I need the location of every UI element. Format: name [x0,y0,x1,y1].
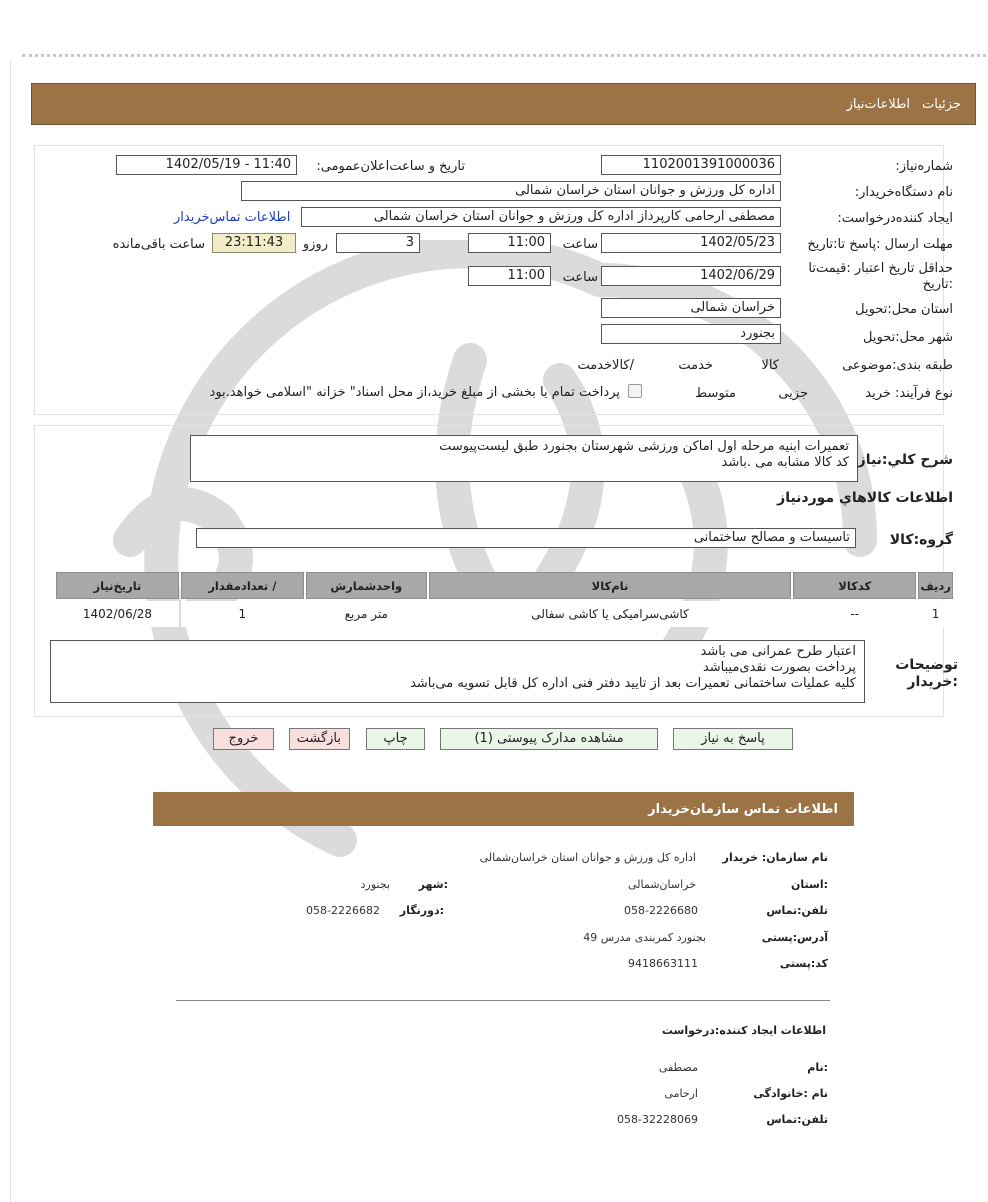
goods-table-header [56,572,953,599]
creator-field: مصطفی ارحامی کارپرداز اداره کل ورزش و جوانان استان خراسان شمالی [301,207,781,227]
province-field: خراسان شمالی [601,298,781,318]
summary-label: شرح کلي:نیاز [857,452,953,468]
process-option-medium: متوسط [695,386,736,401]
table-row [56,601,953,627]
reply-time-field: 11:00 [468,233,551,253]
col-row-number: ردیف [918,572,953,599]
need-number-field: 1102001391000036 [601,155,781,175]
summary-line-2: کد کالا مشابه می .باشد [721,455,849,470]
cell-goods-code: -- [793,601,916,627]
cell-quantity: 1 [181,601,304,627]
need-number-label: شماره‌نیاز: [895,159,953,174]
creator-family-value: ارحامی [664,1087,698,1100]
buyer-org-label: نام دستگاه‌خریدار: [854,185,953,200]
cell-goods-name: کاشی‌سرامیکی یا کاشی سفالی [429,601,792,627]
days-label: روزو [302,237,328,252]
days-field: 3 [336,233,420,253]
remaining-time-label: ساعت باقی‌مانده [112,237,205,252]
city-field: بجنورد [601,324,781,344]
contact-province-value: خراسان‌شمالی [627,878,696,891]
buyer-contact-link[interactable]: اطلاعات تماس‌خریدار [174,210,291,225]
page-left-border [10,60,11,1202]
contact-separator [176,1000,830,1001]
col-unit: واحدشمارش [306,572,427,599]
col-goods-name: نام‌کالا [429,572,792,599]
buyer-contact-header [153,792,854,826]
goods-info-title: اطلاعات کالاهاي موردنیاز [777,490,953,506]
summary-line-1: تعمیرات ابنیه مرحله اول اماکن ورزشی شهرستان بجنورد طبق لیست‌پیوست [439,439,849,454]
buyer-contact-title: اطلاعات تماس سازمان‌خریدار [648,801,838,817]
view-attachments-button[interactable]: مشاهده مدارک پیوستی (1) [440,728,658,750]
buyer-org-field: اداره کل ورزش و جوانان استان خراسان شمالی [241,181,781,201]
buyer-note-line-1: اعتبار طرح عمرانی می باشد [700,644,856,659]
buyer-note-line-2: پرداخت بصورت نقدی‌میباشد [702,660,856,675]
category-option-goods-service: /کالاخدمت [577,358,634,373]
contact-fax-value: 058-2226682 [306,904,380,917]
contact-postal-value: 9418663111 [628,957,698,970]
contact-city-value: بجنورد [360,878,390,891]
contact-fax-label: :دورنگار [399,904,444,917]
announce-date-field: 1402/05/19 - 11:40 [116,155,297,175]
back-button[interactable]: بازگشت [289,728,350,750]
process-label: نوع فرآیند: خرید [865,386,953,401]
contact-address-value: بجنورد کمربندی مدرس 49 [583,931,706,944]
creator-info-title: اطلاعات ایجاد کننده:درخواست [661,1024,826,1037]
treasury-payment-note: پرداخت تمام یا بخشی از مبلغ خرید،از محل اسناد" خزانه "اسلامی خواهد.بود [209,385,620,400]
category-option-service: خدمت [678,358,713,373]
buyer-note-line-3: کلیه عملیات ساختمانی تعمیرات بعد از تایید دفتر فنی اداره کل قابل تسویه می‌باشد [410,676,856,691]
cell-unit: متر مربع [306,601,427,627]
tab-need-info[interactable]: اطلاعات‌نیاز [846,96,911,112]
tab-details[interactable]: جزئیات [922,96,961,112]
creator-phone-label: تلفن:تماس [766,1113,828,1126]
city-label: شهر محل:تحویل [863,330,953,345]
goods-group-label: گروه:کالا [889,532,953,548]
cell-need-date: 1402/06/28 [56,601,179,627]
process-option-minor: جزیی [778,386,808,401]
reply-date-field: 1402/05/23 [601,233,781,253]
category-option-goods: کالا [761,358,779,373]
col-quantity: / تعدادمقدار [181,572,304,599]
contact-postal-label: کد:پستی [779,957,828,970]
announce-label: تاریخ و ساعت‌اعلان‌عمومی: [316,159,465,174]
top-dotted-divider [22,54,986,57]
validity-date-field: 1402/06/29 [601,266,781,286]
col-goods-code: کدکالا [793,572,916,599]
summary-textarea [190,435,858,482]
contact-org-label: نام سازمان: خریدار [722,851,828,864]
creator-phone-value: 058-32228069 [617,1113,698,1126]
treasury-payment-checkbox[interactable] [628,384,642,398]
print-button[interactable]: چاپ [366,728,425,750]
goods-table [54,570,955,629]
contact-org-value: اداره کل ورزش و جوانان استان خراسان‌شمالی [479,851,696,864]
details-header-bar [31,83,976,125]
goods-table-wrapper [54,570,955,629]
contact-phone-label: تلفن:تماس [766,904,828,917]
contact-phone-value: 058-2226680 [624,904,698,917]
buyer-notes-textarea [50,640,865,703]
goods-group-field: تاسیسات و مصالح ساختمانی [196,528,856,548]
validity-time-label: ساعت [562,270,598,285]
remaining-time-field: 23:11:43 [212,233,296,253]
exit-button[interactable]: خروج [213,728,274,750]
cell-row-number: 1 [918,601,953,627]
creator-label: ایجاد کننده‌درخواست: [837,211,953,226]
creator-family-label: نام :خانوادگی [753,1087,828,1100]
contact-province-label: :استان [791,878,828,891]
reply-deadline-label: مهلت ارسال :پاسخ تا:تاریخ [807,237,953,252]
reply-time-label: ساعت [562,237,598,252]
province-label: استان محل:تحویل [855,302,953,317]
validity-time-field: 11:00 [468,266,551,286]
category-label: طبقه بندی:موضوعی [842,358,953,373]
contact-city-label: :شهر [418,878,448,891]
creator-name-label: :نام [807,1061,828,1074]
reply-button[interactable]: پاسخ به نیاز [673,728,793,750]
creator-name-value: مصطفی [658,1061,698,1074]
col-need-date: تاریخ‌نیاز [56,572,179,599]
buyer-notes-label: توضیحات :خریدار [895,657,958,690]
contact-address-label: آدرس:پستی [761,931,828,944]
validity-label: حداقل تاریخ اعتبار :قیمت‌تا :تاریخ [808,261,953,292]
